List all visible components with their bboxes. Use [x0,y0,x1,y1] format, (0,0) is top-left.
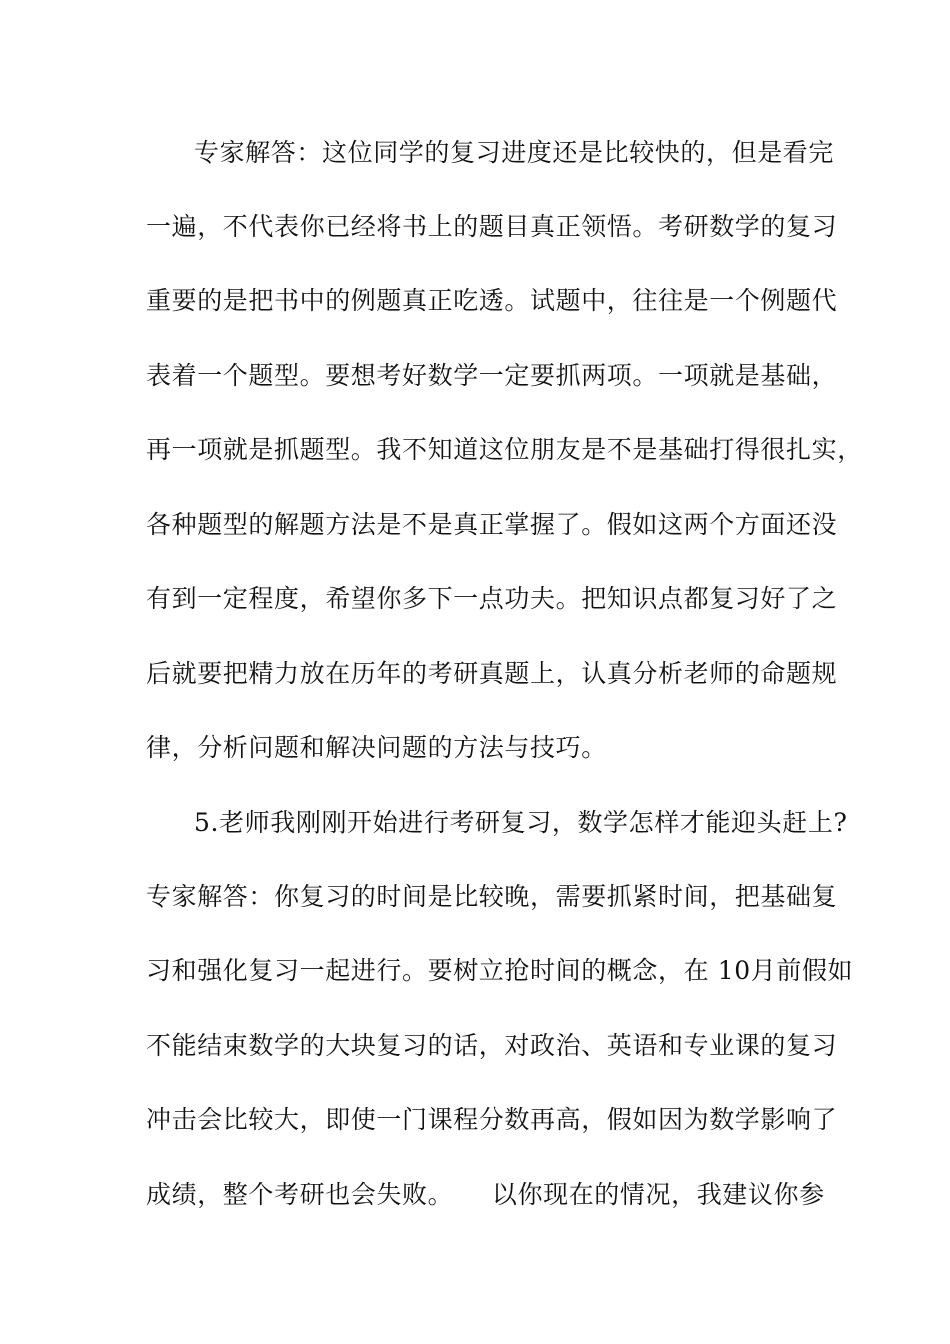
text-line-13: 不能结束数学的大块复习的话，对政治、英语和专业课的复习 [146,1031,838,1060]
text-line-4: 表着一个题型。要想考好数学一定要抓两项。一项就是基础， [146,361,838,390]
text-line-6: 各种题型的解题方法是不是真正掌握了。假如这两个方面还没 [146,510,838,539]
question-heading: 5.老师我刚刚开始进行考研复习，数学怎样才能迎头赶上? [194,808,848,837]
text-line-2: 一遍，不代表你已经将书上的题目真正领悟。考研数学的复习 [146,212,838,241]
text-line-1: 专家解答：这位同学的复习进度还是比较快的，但是看完 [194,138,835,167]
text-line-11: 专家解答：你复习的时间是比较晚，需要抓紧时间，把基础复 [146,882,838,911]
text-line-14: 冲击会比较大，即使一门课程分数再高，假如因为数学影响了 [146,1105,838,1134]
text-line-15: 成绩，整个考研也会失败。 以你现在的情况，我建议你参 [146,1180,825,1209]
text-line-8: 后就要把精力放在历年的考研真题上，认真分析老师的命题规 [146,659,838,688]
text-line-9: 律，分析问题和解决问题的方法与技巧。 [146,733,607,762]
text-line-3: 重要的是把书中的例题真正吃透。试题中，往往是一个例题代 [146,286,838,315]
text-line-7: 有到一定程度，希望你多下一点功夫。把知识点都复习好了之 [146,584,838,613]
text-line-12: 习和强化复习一起进行。要树立抢时间的概念，在 10月前假如 [146,956,854,985]
text-line-5: 再一项就是抓题型。我不知道这位朋友是不是基础打得很扎实， [146,435,863,464]
